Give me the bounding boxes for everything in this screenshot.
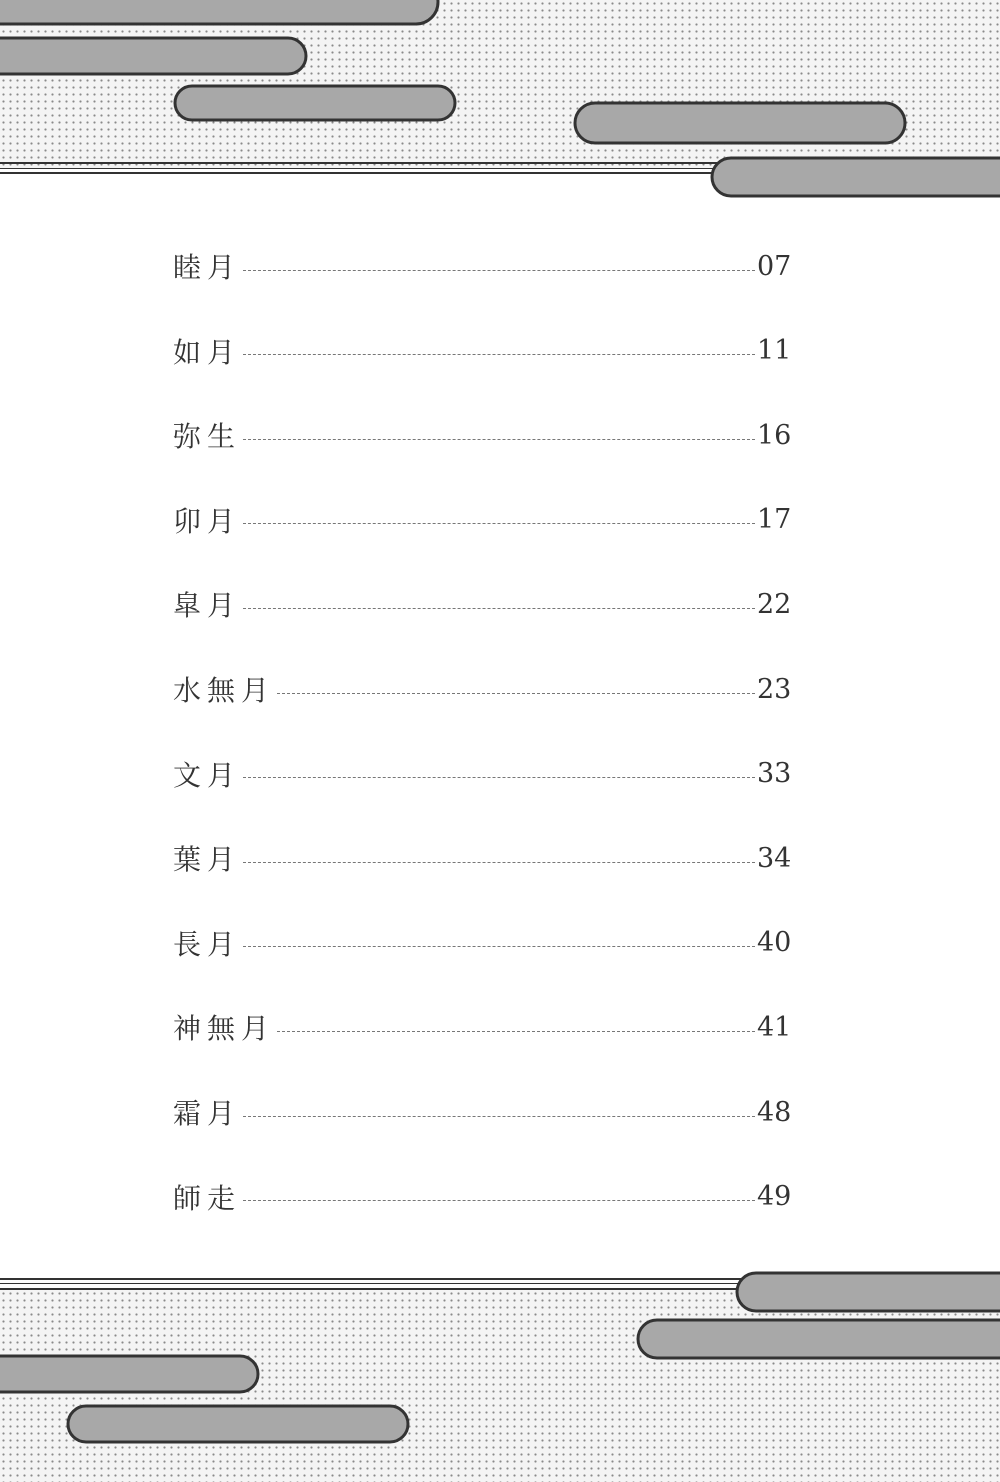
bottom-dot-pattern (0, 1290, 1000, 1482)
toc-entry (173, 1007, 793, 1047)
toc-leader-dashes (243, 523, 755, 524)
toc-leader-dashes (243, 1116, 755, 1117)
toc-leader-dashes (243, 1200, 755, 1201)
bottom-border-line-thin (0, 1283, 1000, 1284)
toc-entry (173, 584, 793, 624)
toc-entry-title: 卯月 (173, 504, 242, 538)
toc-entry-title: 長月 (173, 927, 242, 961)
toc-leader-dashes (243, 608, 755, 609)
toc-leader-dashes (277, 1031, 755, 1032)
toc-leader-dashes (277, 693, 755, 694)
toc-entry-page: 22 (757, 588, 792, 620)
toc-entry (173, 923, 793, 963)
toc-entry (173, 331, 793, 371)
toc-entry (173, 669, 793, 709)
toc-entry (173, 415, 793, 455)
toc-entry-title: 水無月 (173, 674, 276, 707)
bottom-border-line (0, 1278, 1000, 1280)
toc-leader-dashes (243, 777, 755, 778)
toc-entry-page: 49 (757, 1181, 792, 1213)
toc-entry (173, 246, 793, 286)
toc-entry-page: 23 (757, 673, 792, 705)
toc-entry-title: 如月 (173, 335, 242, 369)
toc-entry (173, 500, 793, 540)
toc-entry-title: 神無月 (173, 1012, 276, 1046)
toc-entry (173, 838, 793, 878)
top-border-line-thin (0, 168, 1000, 169)
top-border-line (0, 162, 1000, 164)
toc-entry (173, 1092, 793, 1132)
toc-entry-page: 48 (757, 1096, 792, 1128)
top-dot-pattern (0, 0, 1000, 168)
toc-entry-page: 17 (757, 504, 792, 536)
toc-entry-page: 41 (757, 1011, 792, 1043)
toc-leader-dashes (243, 439, 755, 440)
toc-entry-page: 16 (757, 419, 792, 451)
toc-entry (173, 754, 793, 794)
toc-leader-dashes (243, 946, 755, 947)
toc-entry-title: 皐月 (173, 589, 242, 623)
top-border-line (0, 172, 1000, 174)
toc-entry-title: 文月 (173, 758, 242, 792)
toc-entry-page: 34 (757, 842, 792, 874)
toc-entry-title: 霜月 (173, 1097, 242, 1130)
toc-entry-title: 葉月 (173, 843, 242, 877)
toc-leader-dashes (243, 862, 755, 863)
toc-leader-dashes (243, 270, 755, 271)
toc-entry-title: 師走 (173, 1181, 242, 1215)
toc-entry-title: 睦月 (173, 251, 242, 284)
bottom-border-line (0, 1288, 1000, 1290)
toc-entry-page: 07 (757, 250, 792, 282)
toc-entry-page: 40 (757, 927, 792, 959)
toc-entry-title: 弥生 (173, 420, 242, 454)
toc-entry (173, 1177, 793, 1217)
toc-entry-page: 33 (757, 758, 792, 790)
toc-leader-dashes (243, 354, 755, 355)
toc-entry-page: 11 (757, 335, 792, 367)
